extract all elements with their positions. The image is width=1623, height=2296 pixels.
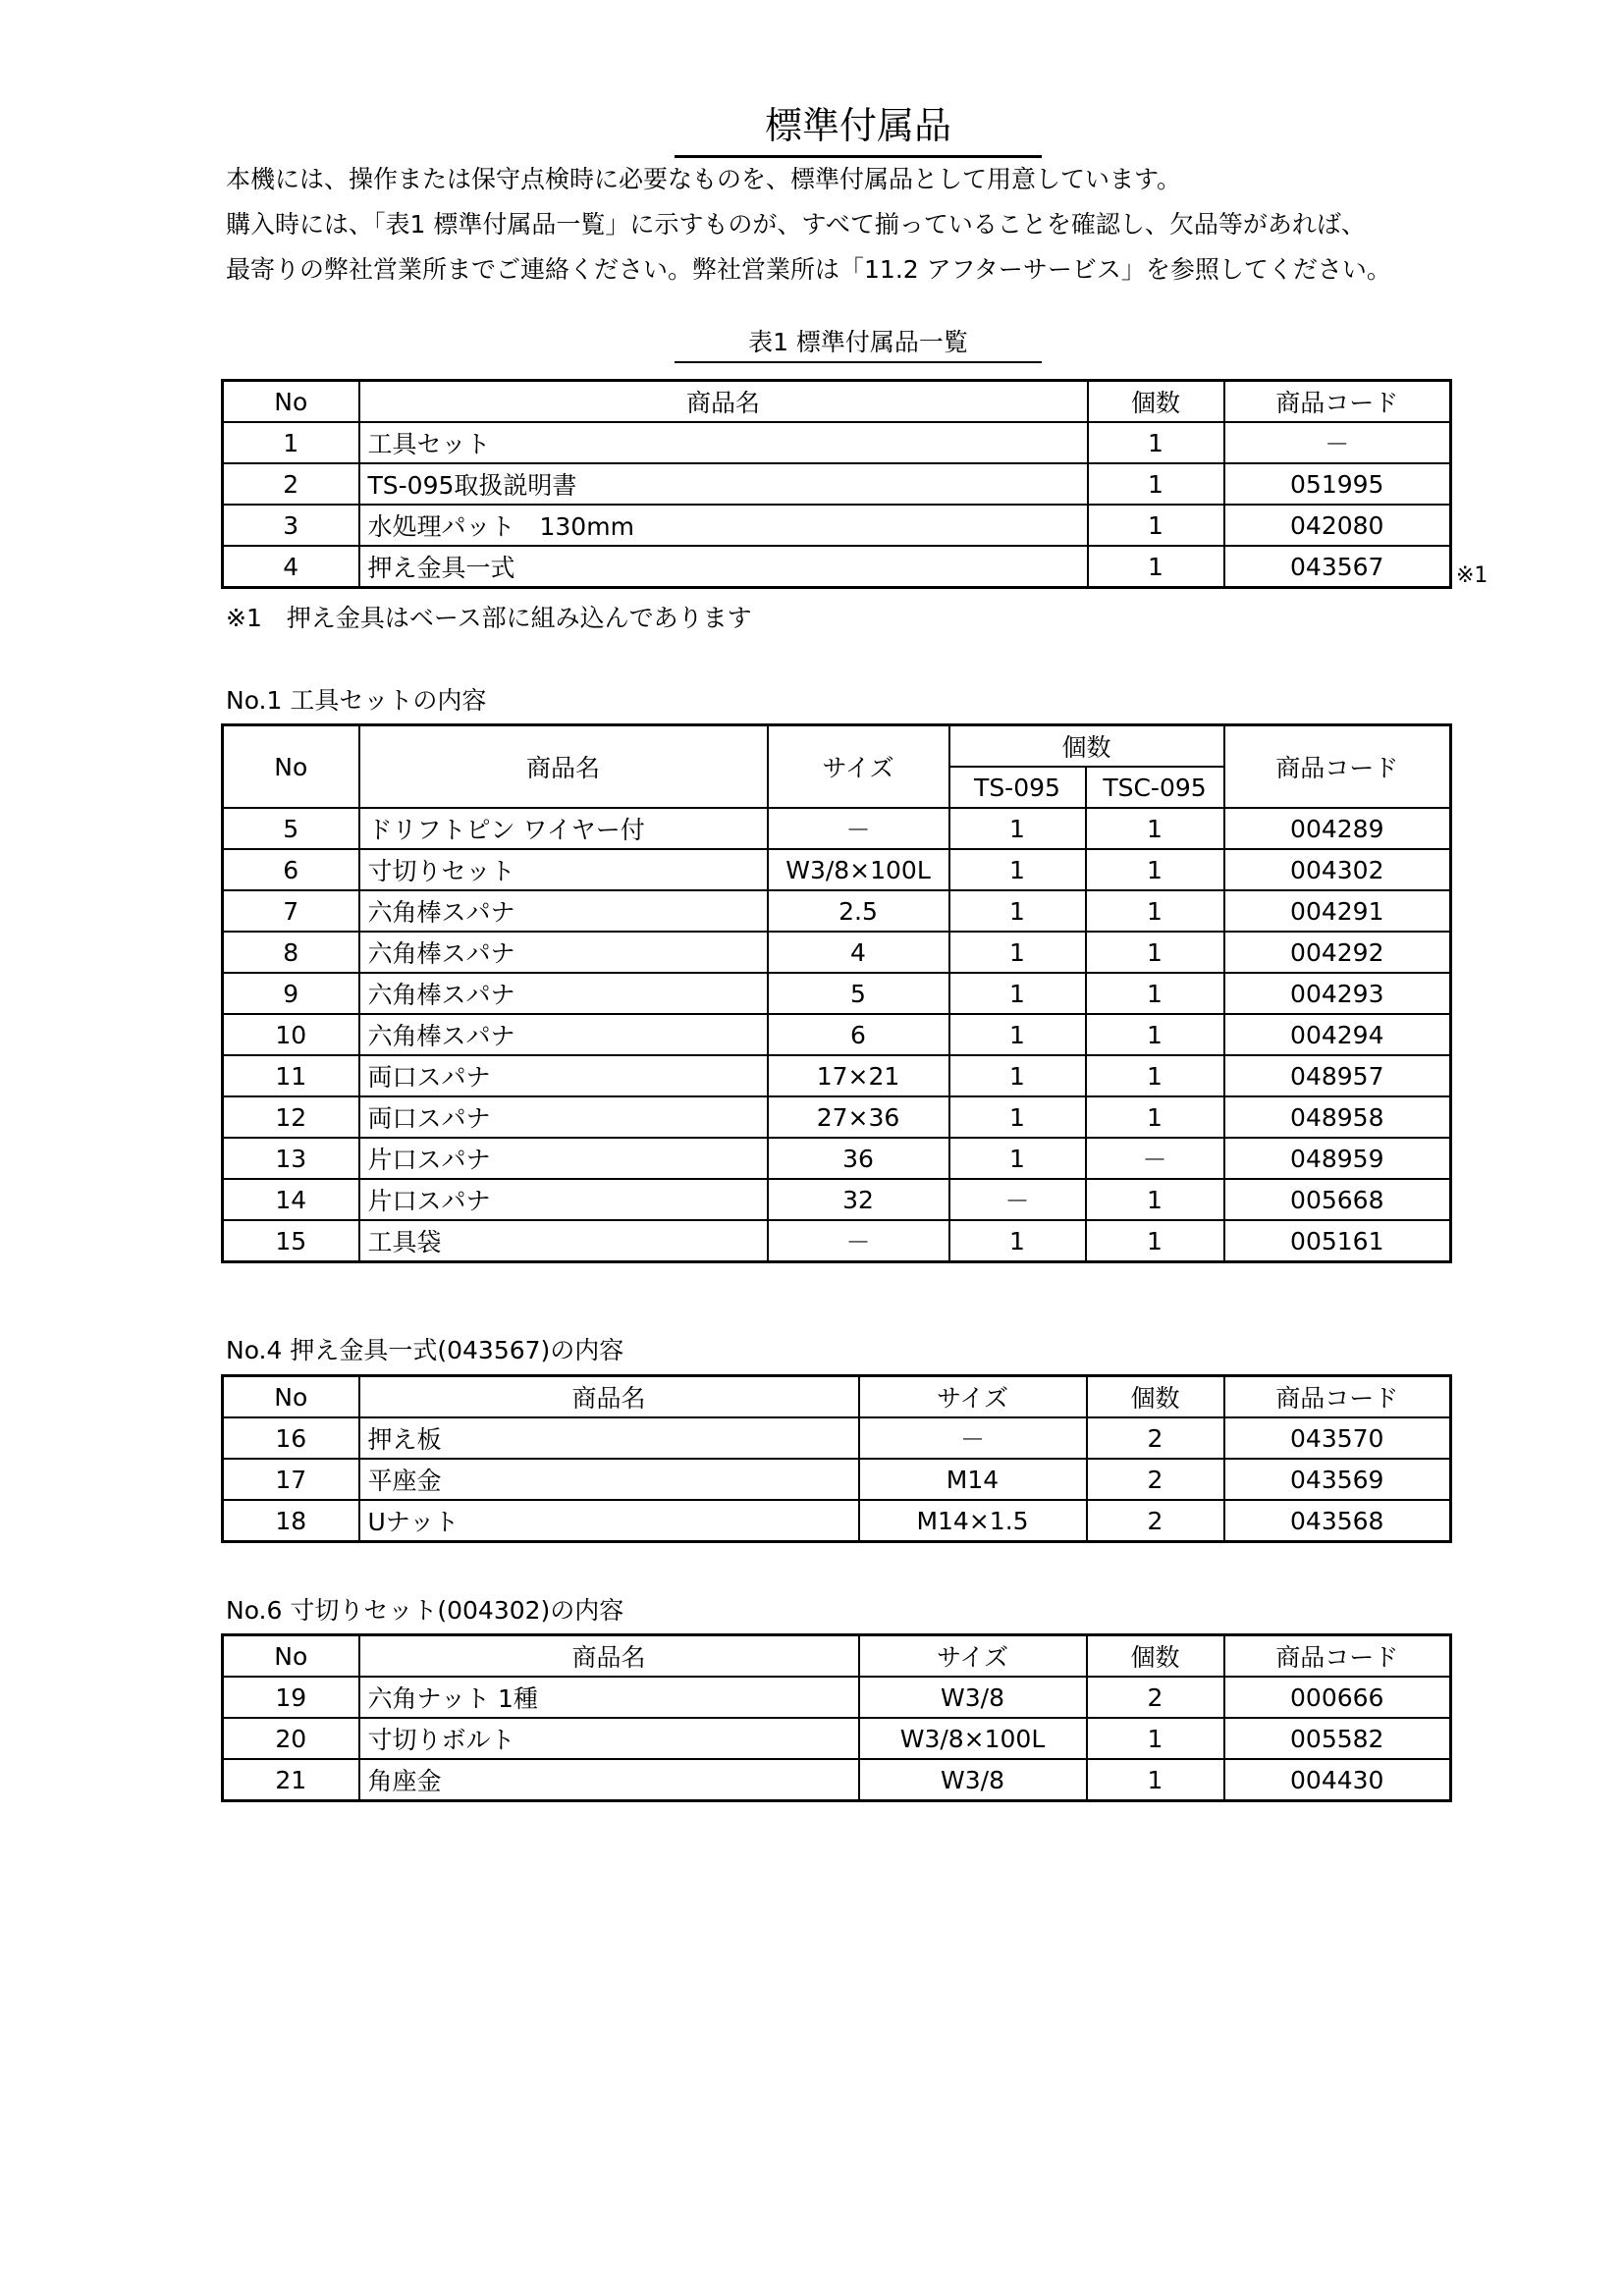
table-header-row [223,725,1451,768]
cell-no: 7 [223,890,359,932]
col-header-qty-tsc095: TSC-095 [1086,767,1224,808]
cell-qty-ts095: 1 [949,973,1086,1014]
table-row [223,890,1451,932]
cell-qty: 1 [1088,546,1224,588]
cell-no: 10 [223,1014,359,1055]
cell-code: 004293 [1224,973,1451,1014]
table-row [223,1138,1451,1179]
col-header-no: No [223,1635,359,1678]
cell-size: 2.5 [768,890,949,932]
table-row [223,1718,1451,1759]
table-row [223,1014,1451,1055]
cell-no: 20 [223,1718,359,1759]
cell-qty-tsc095: 1 [1086,973,1224,1014]
table-row [223,1179,1451,1220]
section-heading-tool-set: No.1 工具セットの内容 [226,686,487,715]
footnote: ※1 押え金具はベース部に組み込んであります [226,604,752,632]
intro-line: 購入時には、「表1 標準付属品一覧」に示すものが、すべて揃っていることを確認し、欠品等があれば、 [226,210,1366,239]
cell-qty-ts095: 1 [949,1220,1086,1262]
cell-code: 004292 [1224,932,1451,973]
cell-size: 36 [768,1138,949,1179]
table-header-row [223,381,1451,423]
table-row [223,505,1451,546]
cell-size: 27×36 [768,1096,949,1138]
cell-size: － [768,808,949,849]
stud-set-table [221,1633,1452,1802]
table-row [223,973,1451,1014]
table-row [223,849,1451,890]
accessories-table [221,379,1452,589]
cell-qty: 1 [1087,1718,1224,1759]
col-header-size: サイズ [768,725,949,809]
cell-code: 042080 [1224,505,1451,546]
cell-size: W3/8×100L [859,1718,1087,1759]
cell-size: W3/8×100L [768,849,949,890]
cell-name: 六角棒スパナ [359,932,768,973]
cell-name: 両口スパナ [359,1096,768,1138]
cell-code: 043570 [1224,1417,1451,1459]
cell-name: 六角棒スパナ [359,890,768,932]
cell-qty: 1 [1088,505,1224,546]
cell-no: 9 [223,973,359,1014]
cell-code: 005668 [1224,1179,1451,1220]
cell-size: 5 [768,973,949,1014]
cell-qty: 2 [1087,1677,1224,1718]
section-heading-holder-set: No.4 押え金具一式(043567)の内容 [226,1336,624,1364]
holder-set-table [221,1374,1452,1543]
cell-no: 17 [223,1459,359,1500]
table-row [223,808,1451,849]
col-header-size: サイズ [859,1376,1087,1418]
cell-qty-tsc095: 1 [1086,849,1224,890]
cell-size: 17×21 [768,1055,949,1096]
col-header-code: 商品コード [1224,725,1451,809]
cell-no: 4 [223,546,359,588]
row-note-marker: ※1 [1456,563,1488,588]
tool-set-table [221,723,1452,1263]
cell-code: 004289 [1224,808,1451,849]
cell-qty-tsc095: － [1086,1138,1224,1179]
cell-name: 六角ナット 1種 [359,1677,859,1718]
cell-name: 水処理パット 130mm [359,505,1088,546]
cell-size: － [859,1417,1087,1459]
cell-no: 8 [223,932,359,973]
table-row [223,1500,1451,1542]
cell-qty-ts095: 1 [949,1096,1086,1138]
table-header-row [223,1376,1451,1418]
cell-qty: 2 [1087,1459,1224,1500]
cell-name: 工具袋 [359,1220,768,1262]
cell-code: 004294 [1224,1014,1451,1055]
cell-qty-ts095: 1 [949,849,1086,890]
cell-name: 押え板 [359,1417,859,1459]
cell-qty-ts095: 1 [949,1014,1086,1055]
cell-qty: 1 [1087,1759,1224,1801]
col-header-no: No [223,725,359,809]
cell-qty-ts095: 1 [949,890,1086,932]
cell-size: 4 [768,932,949,973]
col-header-code: 商品コード [1224,1635,1451,1678]
cell-no: 2 [223,463,359,505]
cell-no: 5 [223,808,359,849]
col-header-qty: 個数 [1087,1376,1224,1418]
col-header-qty: 個数 [1088,381,1224,423]
cell-no: 19 [223,1677,359,1718]
cell-name: 片口スパナ [359,1138,768,1179]
cell-size: W3/8 [859,1677,1087,1718]
table-row [223,1096,1451,1138]
cell-code: 048959 [1224,1138,1451,1179]
cell-name: Uナット [359,1500,859,1542]
col-header-no: No [223,1376,359,1418]
intro-line: 最寄りの弊社営業所までご連絡ください。弊社営業所は「11.2 アフターサービス」を参照してください。 [226,255,1391,284]
cell-name: 片口スパナ [359,1179,768,1220]
col-header-name: 商品名 [359,725,768,809]
cell-code: 005582 [1224,1718,1451,1759]
col-header-no: No [223,381,359,423]
cell-code: 048957 [1224,1055,1451,1096]
table-row [223,932,1451,973]
table-row [223,463,1451,505]
cell-qty: 1 [1088,422,1224,463]
cell-name: 工具セット [359,422,1088,463]
table1-caption: 表1 標準付属品一覧 [675,324,1042,363]
table-row [223,1759,1451,1801]
cell-qty-tsc095: 1 [1086,1055,1224,1096]
cell-name: 寸切りボルト [359,1718,859,1759]
table-row [223,1677,1451,1718]
cell-qty-ts095: 1 [949,1138,1086,1179]
cell-no: 16 [223,1417,359,1459]
cell-qty-tsc095: 1 [1086,890,1224,932]
cell-no: 18 [223,1500,359,1542]
cell-no: 13 [223,1138,359,1179]
table-header-row [223,1635,1451,1678]
cell-name: TS-095取扱説明書 [359,463,1088,505]
cell-size: M14×1.5 [859,1500,1087,1542]
section-heading-stud-set: No.6 寸切りセット(004302)の内容 [226,1596,624,1625]
table-row [223,1459,1451,1500]
cell-code: 043567 [1224,546,1451,588]
cell-name: 押え金具一式 [359,546,1088,588]
cell-qty-tsc095: 1 [1086,1014,1224,1055]
col-header-qty: 個数 [1087,1635,1224,1678]
cell-code: 043569 [1224,1459,1451,1500]
cell-no: 6 [223,849,359,890]
cell-name: 両口スパナ [359,1055,768,1096]
col-header-name: 商品名 [359,381,1088,423]
table-row [223,422,1451,463]
cell-code: 004291 [1224,890,1451,932]
cell-no: 15 [223,1220,359,1262]
cell-name: 平座金 [359,1459,859,1500]
table-row [223,1055,1451,1096]
cell-code: － [1224,422,1451,463]
cell-qty-tsc095: 1 [1086,932,1224,973]
cell-name: 寸切りセット [359,849,768,890]
cell-no: 11 [223,1055,359,1096]
table-row [223,546,1451,588]
cell-code: 043568 [1224,1500,1451,1542]
cell-name: 角座金 [359,1759,859,1801]
table-row [223,1220,1451,1262]
page-title: 標準付属品 [675,96,1042,158]
cell-size: － [768,1220,949,1262]
cell-qty-ts095: － [949,1179,1086,1220]
cell-name: ドリフトピン ワイヤー付 [359,808,768,849]
cell-code: 000666 [1224,1677,1451,1718]
cell-code: 004430 [1224,1759,1451,1801]
cell-name: 六角棒スパナ [359,973,768,1014]
cell-qty: 2 [1087,1417,1224,1459]
cell-qty-tsc095: 1 [1086,1096,1224,1138]
col-header-code: 商品コード [1224,1376,1451,1418]
cell-code: 051995 [1224,463,1451,505]
cell-no: 21 [223,1759,359,1801]
cell-qty: 1 [1088,463,1224,505]
col-header-name: 商品名 [359,1635,859,1678]
intro-line: 本機には、操作または保守点検時に必要なものを、標準付属品として用意しています。 [226,165,1182,193]
cell-code: 005161 [1224,1220,1451,1262]
cell-name: 六角棒スパナ [359,1014,768,1055]
cell-size: W3/8 [859,1759,1087,1801]
col-header-name: 商品名 [359,1376,859,1418]
cell-size: 32 [768,1179,949,1220]
cell-qty-tsc095: 1 [1086,1220,1224,1262]
cell-qty-tsc095: 1 [1086,1179,1224,1220]
cell-qty-ts095: 1 [949,808,1086,849]
cell-no: 14 [223,1179,359,1220]
col-header-qty: 個数 [949,725,1224,768]
cell-qty-ts095: 1 [949,932,1086,973]
cell-code: 004302 [1224,849,1451,890]
cell-no: 3 [223,505,359,546]
cell-no: 12 [223,1096,359,1138]
intro-text [226,157,1391,293]
cell-no: 1 [223,422,359,463]
col-header-code: 商品コード [1224,381,1451,423]
cell-size: M14 [859,1459,1087,1500]
cell-qty: 2 [1087,1500,1224,1542]
cell-qty-tsc095: 1 [1086,808,1224,849]
table-row [223,1417,1451,1459]
cell-code: 048958 [1224,1096,1451,1138]
cell-qty-ts095: 1 [949,1055,1086,1096]
cell-size: 6 [768,1014,949,1055]
col-header-size: サイズ [859,1635,1087,1678]
col-header-qty-ts095: TS-095 [949,767,1086,808]
